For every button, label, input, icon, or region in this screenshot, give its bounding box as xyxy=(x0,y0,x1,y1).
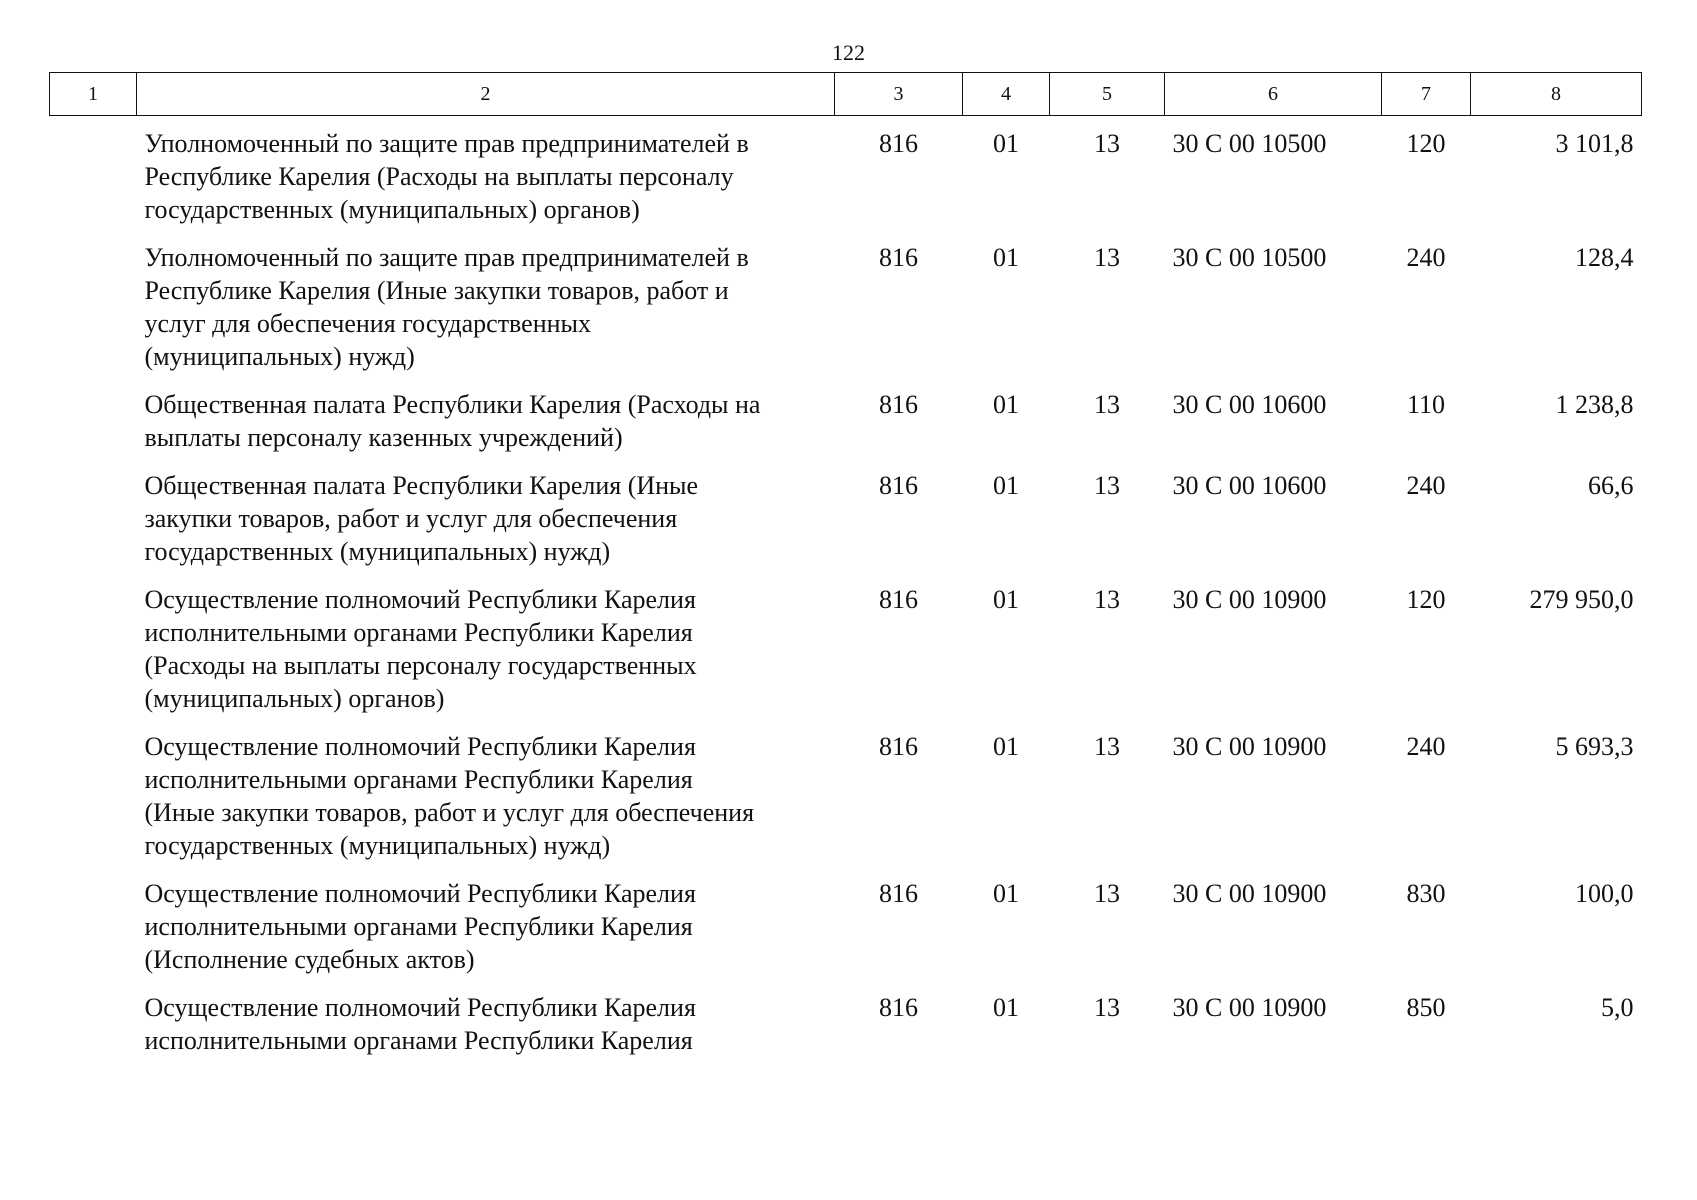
description-line: Осуществление полномочий Республики Карелия xyxy=(144,585,696,614)
table-row xyxy=(50,469,1642,583)
description-line: Уполномоченный по защите прав предпринимателей в xyxy=(144,243,749,272)
expense-type-code: 830 xyxy=(1406,879,1446,908)
description-line: исполнительными органами Республики Карелия xyxy=(144,765,693,794)
amount: 128,4 xyxy=(1575,243,1634,272)
description-line: исполнительными органами Республики Карелия xyxy=(144,912,693,941)
ministry-code: 816 xyxy=(879,390,918,419)
ministry-code: 816 xyxy=(879,585,918,614)
section-code: 01 xyxy=(993,390,1019,419)
description-line: Осуществление полномочий Республики Карелия xyxy=(144,732,696,761)
target-article-code: 30 С 00 10900 xyxy=(1172,879,1327,908)
amount: 100,0 xyxy=(1575,879,1634,908)
target-article-code: 30 С 00 10900 xyxy=(1172,585,1327,614)
target-article-code: 30 С 00 10900 xyxy=(1172,993,1327,1022)
description-line: услуг для обеспечения государственных xyxy=(144,309,592,338)
description-cell xyxy=(137,991,835,1072)
header-row xyxy=(50,73,1642,116)
description-line: (Расходы на выплаты персоналу государственных xyxy=(144,651,697,680)
description-cell xyxy=(137,877,835,991)
expense-type-code: 240 xyxy=(1406,243,1446,272)
description-cell xyxy=(137,583,835,730)
description-line: Республике Карелия (Расходы на выплаты персоналу xyxy=(144,162,734,191)
description-cell xyxy=(137,116,835,242)
subsection-code: 13 xyxy=(1094,243,1120,272)
subsection-code: 13 xyxy=(1094,879,1120,908)
col-1-cell xyxy=(50,241,137,388)
description-cell xyxy=(137,388,835,469)
section-code: 01 xyxy=(993,879,1019,908)
col-1-cell xyxy=(50,116,137,242)
expense-type-code: 120 xyxy=(1406,585,1446,614)
description-line: Уполномоченный по защите прав предпринимателей в xyxy=(144,129,749,158)
target-article-code: 30 С 00 10900 xyxy=(1172,732,1327,761)
description-cell xyxy=(137,241,835,388)
description-line: Общественная палата Республики Карелия (Расходы на xyxy=(144,390,761,419)
table-header xyxy=(50,73,1642,116)
header-col-6: 6 xyxy=(1165,73,1382,116)
subsection-code: 13 xyxy=(1094,732,1120,761)
header-col-4: 4 xyxy=(963,73,1050,116)
col-1-cell xyxy=(50,388,137,469)
ministry-code: 816 xyxy=(879,732,918,761)
description-line: государственных (муниципальных) нужд) xyxy=(144,831,611,860)
table-body xyxy=(50,116,1642,1073)
ministry-code: 816 xyxy=(879,879,918,908)
header-col-7: 7 xyxy=(1382,73,1471,116)
col-1-cell xyxy=(50,877,137,991)
amount: 3 101,8 xyxy=(1555,129,1634,158)
col-1-cell xyxy=(50,583,137,730)
subsection-code: 13 xyxy=(1094,585,1120,614)
ministry-code: 816 xyxy=(879,993,918,1022)
amount: 5 693,3 xyxy=(1555,732,1634,761)
description-line: закупки товаров, работ и услуг для обеспечения xyxy=(144,504,678,533)
target-article-code: 30 С 00 10600 xyxy=(1172,471,1327,500)
table-row xyxy=(50,583,1642,730)
description-line: Осуществление полномочий Республики Карелия xyxy=(144,993,696,1022)
description-line: Осуществление полномочий Республики Карелия xyxy=(144,879,696,908)
subsection-code: 13 xyxy=(1094,993,1120,1022)
amount: 66,6 xyxy=(1588,471,1634,500)
description-line: исполнительными органами Республики Карелия xyxy=(144,1026,693,1055)
expense-type-code: 120 xyxy=(1406,129,1446,158)
table-row xyxy=(50,241,1642,388)
section-code: 01 xyxy=(993,732,1019,761)
table-row xyxy=(50,388,1642,469)
description-line: (муниципальных) органов) xyxy=(144,684,445,713)
description-line: (муниципальных) нужд) xyxy=(144,342,415,371)
description-cell xyxy=(137,730,835,877)
col-1-cell xyxy=(50,991,137,1072)
description-line: Общественная палата Республики Карелия (Иные xyxy=(144,471,699,500)
target-article-code: 30 С 00 10500 xyxy=(1172,129,1327,158)
description-line: выплаты персоналу казенных учреждений) xyxy=(144,423,623,452)
description-line: Республике Карелия (Иные закупки товаров, работ и xyxy=(144,276,729,305)
header-col-3: 3 xyxy=(835,73,963,116)
description-line: (Исполнение судебных актов) xyxy=(144,945,475,974)
col-1-cell xyxy=(50,730,137,877)
section-code: 01 xyxy=(993,471,1019,500)
col-1-cell xyxy=(50,469,137,583)
expense-type-code: 240 xyxy=(1406,732,1446,761)
description-line: (Иные закупки товаров, работ и услуг для обеспечения xyxy=(144,798,755,827)
expense-type-code: 240 xyxy=(1406,471,1446,500)
header-col-1: 1 xyxy=(50,73,137,116)
target-article-code: 30 С 00 10600 xyxy=(1172,390,1327,419)
expense-type-code: 850 xyxy=(1406,993,1446,1022)
subsection-code: 13 xyxy=(1094,129,1120,158)
description-cell xyxy=(137,469,835,583)
header-col-2: 2 xyxy=(137,73,835,116)
budget-table xyxy=(49,72,1642,1072)
header-col-5: 5 xyxy=(1050,73,1165,116)
description-line: государственных (муниципальных) органов) xyxy=(144,195,640,224)
section-code: 01 xyxy=(993,129,1019,158)
header-col-8: 8 xyxy=(1471,73,1642,116)
table-row xyxy=(50,991,1642,1072)
section-code: 01 xyxy=(993,243,1019,272)
subsection-code: 13 xyxy=(1094,390,1120,419)
section-code: 01 xyxy=(993,585,1019,614)
table-row xyxy=(50,730,1642,877)
ministry-code: 816 xyxy=(879,471,918,500)
table-row xyxy=(50,116,1642,242)
page-number: 122 xyxy=(832,40,865,65)
ministry-code: 816 xyxy=(879,243,918,272)
amount: 1 238,8 xyxy=(1555,390,1634,419)
amount: 5,0 xyxy=(1601,993,1634,1022)
description-line: государственных (муниципальных) нужд) xyxy=(144,537,611,566)
target-article-code: 30 С 00 10500 xyxy=(1172,243,1327,272)
table-row xyxy=(50,877,1642,991)
subsection-code: 13 xyxy=(1094,471,1120,500)
section-code: 01 xyxy=(993,993,1019,1022)
expense-type-code: 110 xyxy=(1406,390,1446,419)
description-line: исполнительными органами Республики Карелия xyxy=(144,618,693,647)
amount: 279 950,0 xyxy=(1529,585,1634,614)
ministry-code: 816 xyxy=(879,129,918,158)
